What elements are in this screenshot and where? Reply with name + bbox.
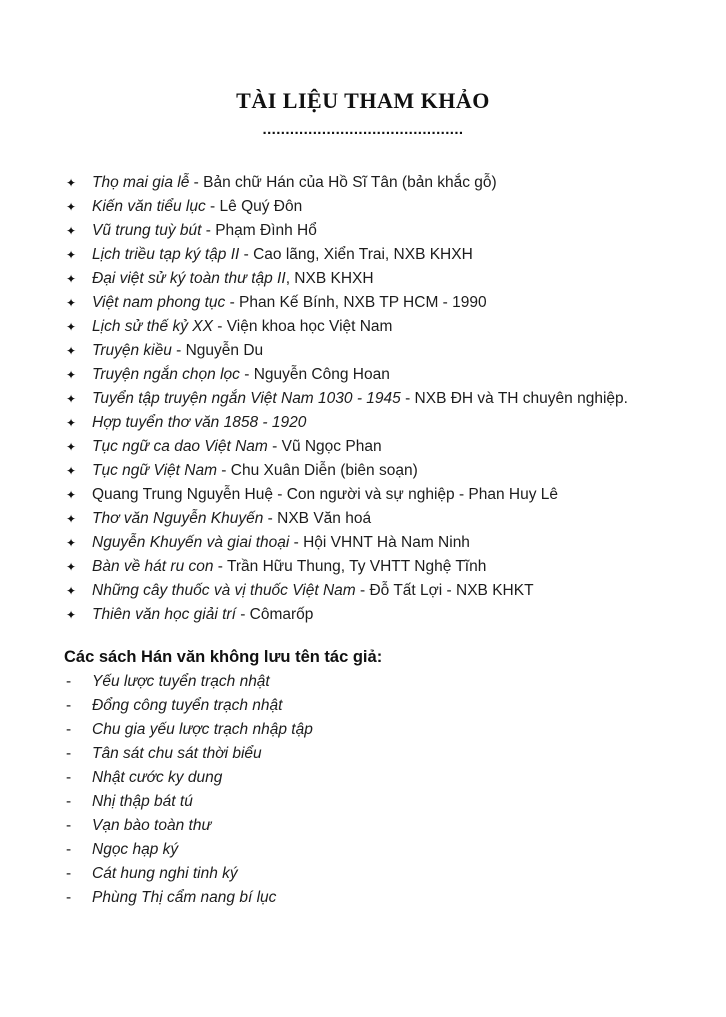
reference-text bbox=[92, 411, 702, 435]
dash-bullet-icon: - bbox=[66, 745, 72, 762]
han-section-heading: Các sách Hán văn không lưu tên tác giả: bbox=[64, 648, 383, 666]
star-bullet-icon: ✦ bbox=[66, 560, 77, 574]
reference-detail: - Phan Kế Bính, NXB TP HCM - 1990 bbox=[225, 294, 487, 311]
reference-list-item bbox=[66, 435, 702, 459]
reference-list-item bbox=[66, 603, 702, 627]
reference-text bbox=[92, 531, 702, 555]
star-bullet-icon: ✦ bbox=[66, 536, 77, 550]
reference-title: Đại việt sử ký toàn thư tập II bbox=[92, 270, 286, 287]
reference-text bbox=[92, 435, 702, 459]
star-bullet-icon: ✦ bbox=[66, 224, 77, 238]
han-book-title: Phùng Thị cẩm nang bí lục bbox=[92, 889, 277, 906]
reference-text bbox=[92, 363, 702, 387]
reference-title: Bàn về hát ru con bbox=[92, 558, 214, 575]
reference-list-item bbox=[66, 243, 702, 267]
reference-text bbox=[92, 555, 702, 579]
reference-title: Hợp tuyển thơ văn 1858 - 1920 bbox=[92, 414, 307, 431]
reference-list-item bbox=[66, 579, 702, 603]
dash-bullet-icon: - bbox=[66, 697, 72, 714]
reference-detail: - Bản chữ Hán của Hồ Sĩ Tân (bản khắc gỗ) bbox=[189, 174, 497, 191]
star-bullet-icon: ✦ bbox=[66, 512, 77, 526]
reference-text bbox=[92, 219, 702, 243]
reference-list-item bbox=[66, 387, 702, 411]
reference-list-item bbox=[66, 315, 702, 339]
han-book-list-item bbox=[66, 718, 702, 742]
reference-title: Nguyễn Khuyến và giai thoại bbox=[92, 534, 290, 551]
reference-list-item bbox=[66, 171, 702, 195]
star-bullet-icon: ✦ bbox=[66, 488, 77, 502]
reference-title: Truyện ngắn chọn lọc bbox=[92, 366, 240, 383]
star-bullet-icon: ✦ bbox=[66, 272, 77, 286]
reference-detail: - Viện khoa học Việt Nam bbox=[212, 318, 393, 335]
star-bullet-icon: ✦ bbox=[66, 296, 77, 310]
reference-detail: - Đỗ Tất Lợi - NXB KHKT bbox=[355, 582, 534, 599]
reference-title: Thiên văn học giải trí bbox=[92, 606, 236, 623]
reference-list-item bbox=[66, 459, 702, 483]
reference-list-item bbox=[66, 531, 702, 555]
reference-text bbox=[92, 195, 702, 219]
reference-detail: - Cao lãng, Xiển Trai, NXB KHXH bbox=[239, 246, 473, 263]
star-bullet-icon: ✦ bbox=[66, 440, 77, 454]
reference-title: Tục ngữ Việt Nam bbox=[92, 462, 217, 479]
han-book-title: Ngọc hạp ký bbox=[92, 841, 179, 858]
dash-bullet-icon: - bbox=[66, 721, 72, 738]
reference-text bbox=[92, 459, 702, 483]
star-bullet-icon: ✦ bbox=[66, 200, 77, 214]
reference-title: Thơ văn Nguyễn Khuyến bbox=[92, 510, 264, 527]
reference-title: Những cây thuốc và vị thuốc Việt Nam bbox=[92, 582, 356, 599]
han-book-list-item bbox=[66, 814, 702, 838]
han-book-list-item bbox=[66, 862, 702, 886]
star-bullet-icon: ✦ bbox=[66, 368, 77, 382]
star-bullet-icon: ✦ bbox=[66, 176, 77, 190]
reference-list-item bbox=[66, 267, 702, 291]
han-book-title: Chu gia yếu lược trạch nhập tập bbox=[92, 721, 313, 738]
han-book-list-item bbox=[66, 790, 702, 814]
star-bullet-icon: ✦ bbox=[66, 248, 77, 262]
han-book-title: Đổng công tuyển trạch nhật bbox=[92, 697, 283, 714]
han-book-list-item bbox=[66, 670, 702, 694]
star-bullet-icon: ✦ bbox=[66, 608, 77, 622]
han-book-list-item bbox=[66, 694, 702, 718]
reference-detail: - Trần Hữu Thung, Ty VHTT Nghệ Tĩnh bbox=[213, 558, 487, 575]
reference-title: Tục ngữ ca dao Việt Nam bbox=[92, 438, 268, 455]
dash-bullet-icon: - bbox=[66, 889, 72, 906]
page-title: TÀI LIỆU THAM KHẢO bbox=[236, 88, 490, 113]
star-bullet-icon: ✦ bbox=[66, 584, 77, 598]
reference-detail: - NXB Văn hoá bbox=[263, 510, 372, 527]
dotted-divider: ............................................ bbox=[262, 121, 464, 138]
reference-list-item bbox=[66, 507, 702, 531]
han-book-list bbox=[66, 670, 702, 910]
han-book-title: Yếu lược tuyển trạch nhật bbox=[92, 673, 270, 690]
reference-detail: - Vũ Ngọc Phan bbox=[267, 438, 382, 455]
han-book-title: Tân sát chu sát thời biểu bbox=[92, 745, 262, 762]
star-bullet-icon: ✦ bbox=[66, 392, 77, 406]
reference-text bbox=[92, 507, 702, 531]
reference-list-item bbox=[66, 363, 702, 387]
han-book-title: Nhị thập bát tú bbox=[92, 793, 193, 810]
reference-detail: , NXB KHXH bbox=[285, 270, 374, 287]
reference-list-item bbox=[66, 411, 702, 435]
reference-title: Thọ mai gia lễ bbox=[92, 174, 190, 191]
reference-text bbox=[92, 483, 702, 507]
reference-text bbox=[92, 339, 702, 363]
reference-text bbox=[92, 267, 702, 291]
reference-title: Việt nam phong tục bbox=[92, 294, 226, 311]
han-book-list-item bbox=[66, 742, 702, 766]
dash-bullet-icon: - bbox=[66, 793, 72, 810]
star-bullet-icon: ✦ bbox=[66, 344, 77, 358]
reference-detail: - Hội VHNT Hà Nam Ninh bbox=[289, 534, 470, 551]
reference-detail: Quang Trung Nguyễn Huệ - Con người và sự nghiệp - Phan Huy Lê bbox=[92, 486, 559, 503]
star-bullet-icon: ✦ bbox=[66, 320, 77, 334]
reference-list-item bbox=[66, 195, 702, 219]
reference-title: Kiến văn tiểu lục bbox=[92, 198, 206, 215]
reference-text bbox=[92, 315, 702, 339]
dash-bullet-icon: - bbox=[66, 817, 72, 834]
reference-text bbox=[92, 387, 702, 411]
reference-title: Vũ trung tuỳ bút bbox=[92, 222, 202, 239]
star-bullet-icon: ✦ bbox=[66, 416, 77, 430]
reference-list-item bbox=[66, 483, 702, 507]
reference-title: Truyện kiều bbox=[92, 342, 172, 359]
han-book-list-item bbox=[66, 838, 702, 862]
reference-title: Lịch sử thế kỷ XX bbox=[92, 318, 213, 335]
reference-text bbox=[92, 291, 702, 315]
han-book-title: Vạn bào toàn thư bbox=[92, 817, 212, 834]
reference-detail: - Nguyễn Du bbox=[171, 342, 264, 359]
reference-detail: - Lê Quý Đôn bbox=[205, 198, 303, 215]
reference-detail: - Nguyễn Công Hoan bbox=[239, 366, 390, 383]
reference-list-item bbox=[66, 291, 702, 315]
reference-list-item bbox=[66, 555, 702, 579]
dash-bullet-icon: - bbox=[66, 865, 72, 882]
reference-text bbox=[92, 243, 702, 267]
reference-list bbox=[66, 171, 702, 627]
reference-list-item bbox=[66, 339, 702, 363]
dash-bullet-icon: - bbox=[66, 841, 72, 858]
han-book-list-item bbox=[66, 886, 702, 910]
han-book-title: Nhật cước ky dung bbox=[92, 769, 223, 786]
reference-text bbox=[92, 171, 702, 195]
reference-text bbox=[92, 579, 702, 603]
reference-detail: - Chu Xuân Diễn (biên soạn) bbox=[216, 462, 418, 479]
reference-text bbox=[92, 603, 702, 627]
dash-bullet-icon: - bbox=[66, 769, 72, 786]
reference-title: Lịch triều tạp ký tập II bbox=[92, 246, 240, 263]
star-bullet-icon: ✦ bbox=[66, 464, 77, 478]
reference-list-item bbox=[66, 219, 702, 243]
dash-bullet-icon: - bbox=[66, 673, 72, 690]
han-book-list-item bbox=[66, 766, 702, 790]
reference-detail: - NXB ĐH và TH chuyên nghiệp. bbox=[400, 390, 628, 407]
reference-title: Tuyển tập truyện ngắn Việt Nam 1030 - 1945 bbox=[92, 390, 401, 407]
reference-detail: - Cômarốp bbox=[235, 606, 314, 623]
han-book-title: Cát hung nghi tinh ký bbox=[92, 865, 238, 882]
reference-detail: - Phạm Đình Hổ bbox=[201, 222, 317, 239]
